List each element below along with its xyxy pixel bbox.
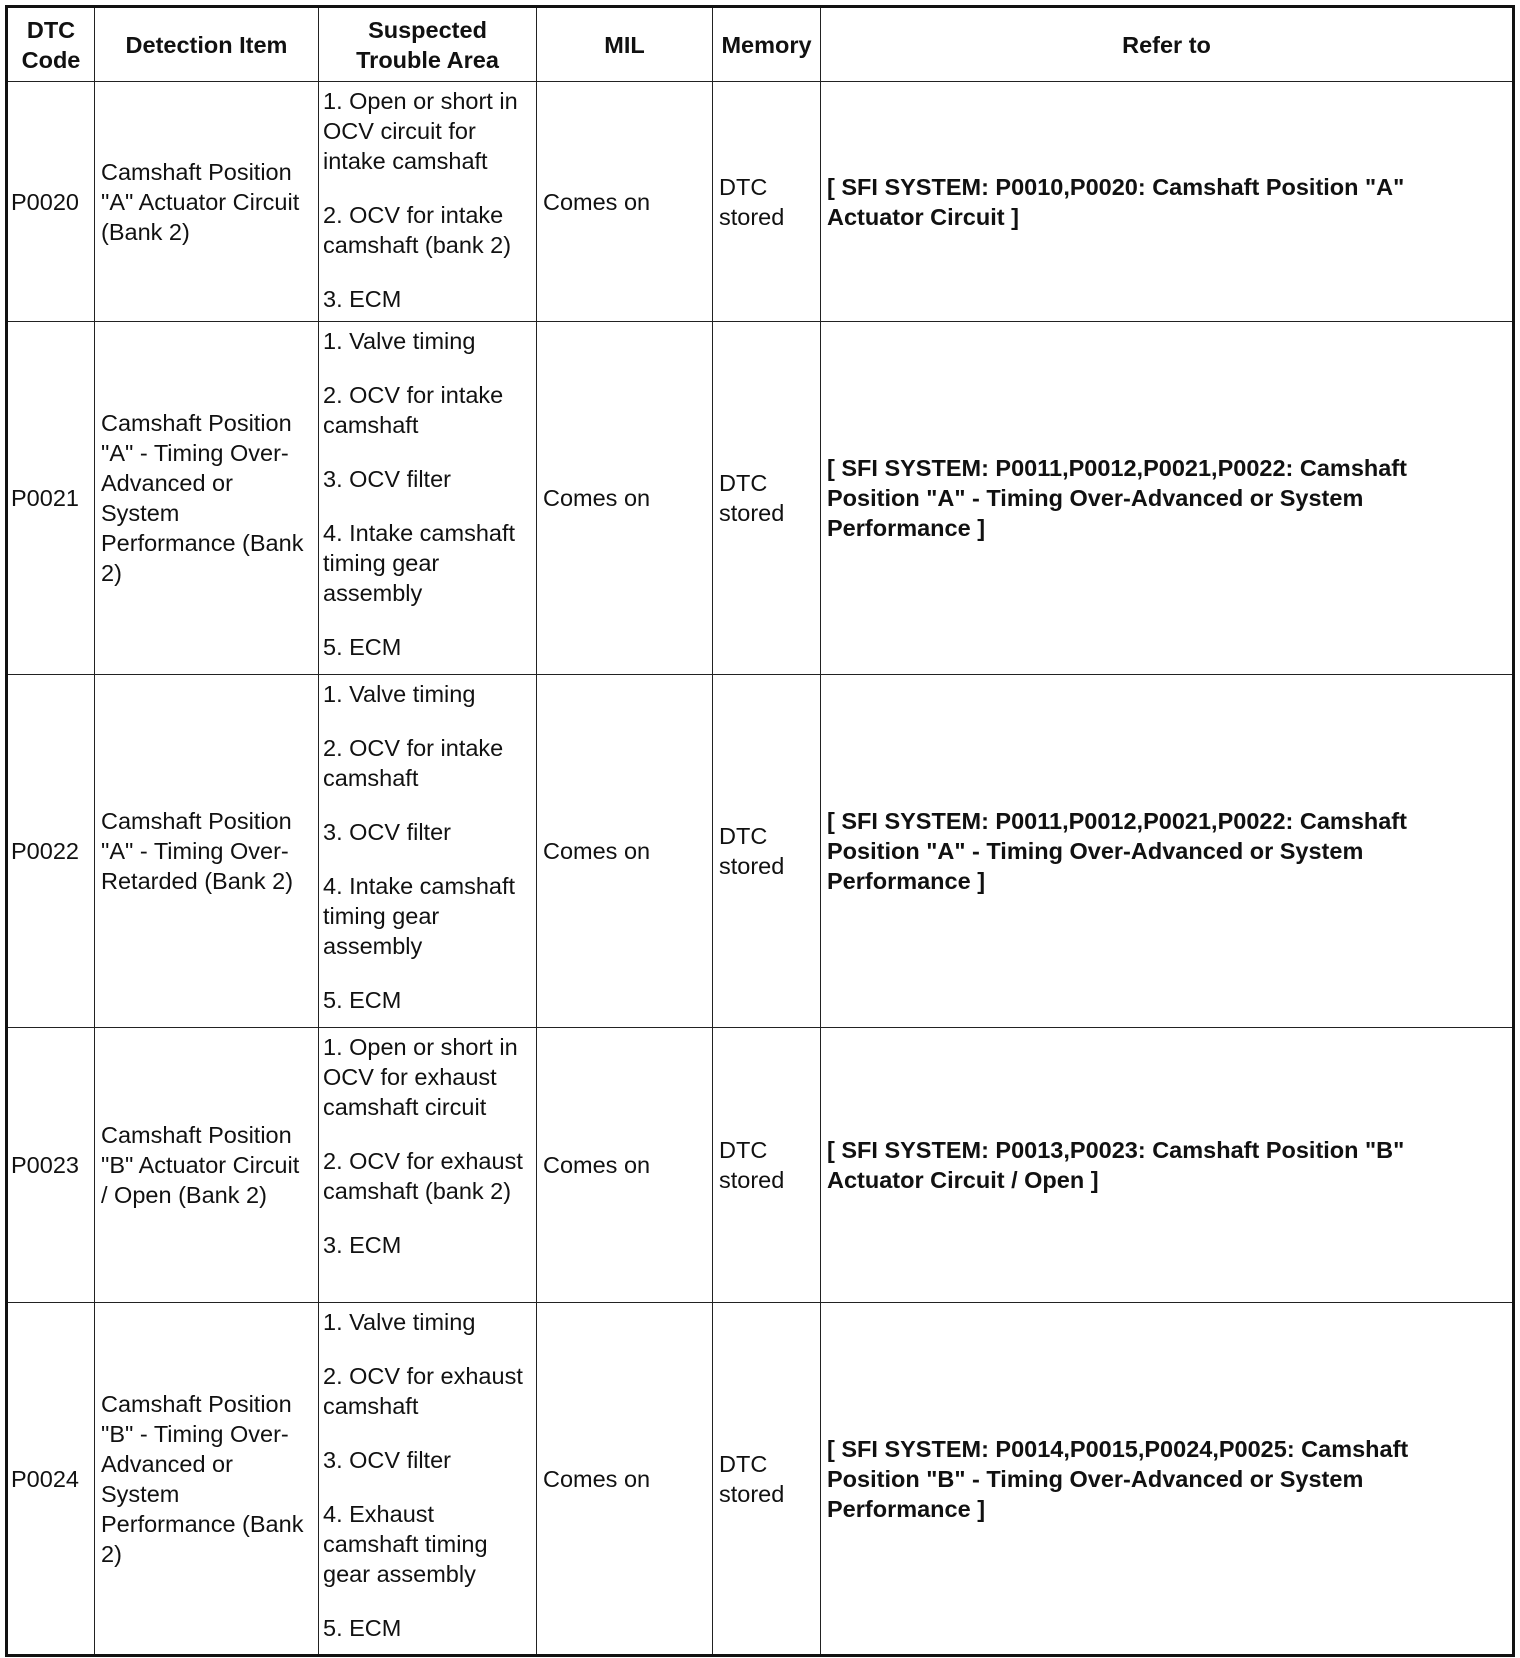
detection-item-cell: Camshaft Position "A" - Timing Over-Advanced or System Performance (Bank 2) <box>95 322 319 675</box>
suspected-trouble-area-cell <box>319 1303 537 1656</box>
mil-cell: Comes on <box>537 675 713 1028</box>
detection-item-cell: Camshaft Position "B" - Timing Over-Advanced or System Performance (Bank 2) <box>95 1303 319 1656</box>
mil-cell: Comes on <box>537 1303 713 1656</box>
mil-cell: Comes on <box>537 82 713 322</box>
mil-cell: Comes on <box>537 322 713 675</box>
memory-cell: DTC stored <box>713 1028 821 1303</box>
header-refer-to-label: Refer to <box>1122 31 1211 58</box>
trouble-area-item: 2. OCV for intake camshaft <box>323 382 504 438</box>
table-header <box>7 7 1514 82</box>
refer-to-cell <box>821 82 1514 322</box>
dtc-code-cell: P0023 <box>7 1028 95 1303</box>
memory-cell: DTC stored <box>713 322 821 675</box>
memory-cell: DTC stored <box>713 1303 821 1656</box>
trouble-area-item: 1. Open or short in OCV for exhaust camshaft circuit <box>323 1034 518 1120</box>
refer-to-cell <box>821 1303 1514 1656</box>
trouble-area-item: 2. OCV for intake camshaft (bank 2) <box>323 202 512 258</box>
header-suspected-trouble-area <box>319 7 537 82</box>
refer-to-link[interactable]: [ SFI SYSTEM: P0010,P0020: Camshaft Position "A" Actuator Circuit ] <box>827 173 1405 230</box>
suspected-trouble-area-cell <box>319 322 537 675</box>
mil-cell: Comes on <box>537 1028 713 1303</box>
refer-to-cell <box>821 675 1514 1028</box>
header-dtc-code-label: DTC Code <box>21 16 81 73</box>
header-detection-item <box>95 7 319 82</box>
dtc-code-cell: P0022 <box>7 675 95 1028</box>
header-refer-to <box>821 7 1514 82</box>
detection-item-cell: Camshaft Position "B" Actuator Circuit / Open (Bank 2) <box>95 1028 319 1303</box>
dtc-code-cell: P0021 <box>7 322 95 675</box>
trouble-area-item: 5. ECM <box>323 1615 402 1641</box>
detection-item-cell: Camshaft Position "A" Actuator Circuit (Bank 2) <box>95 82 319 322</box>
dtc-table <box>5 5 1515 1657</box>
trouble-area-item: 2. OCV for exhaust camshaft (bank 2) <box>323 1148 523 1204</box>
refer-to-link[interactable]: [ SFI SYSTEM: P0011,P0012,P0021,P0022: Camshaft Position "A" - Timing Over-Advanced or System Performance ] <box>827 808 1407 894</box>
table-row <box>7 1028 1514 1303</box>
table-row <box>7 322 1514 675</box>
dtc-code-cell: P0024 <box>7 1303 95 1656</box>
suspected-trouble-area-cell <box>319 82 537 322</box>
header-row <box>7 7 1514 82</box>
header-dtc-code <box>7 7 95 82</box>
trouble-area-item: 4. Exhaust camshaft timing gear assembly <box>323 1501 488 1587</box>
header-memory-label: Memory <box>721 31 812 58</box>
table-row <box>7 675 1514 1028</box>
detection-item-cell: Camshaft Position "A" - Timing Over-Retarded (Bank 2) <box>95 675 319 1028</box>
trouble-area-item: 1. Valve timing <box>323 681 476 707</box>
trouble-area-item: 5. ECM <box>323 634 402 660</box>
refer-to-link[interactable]: [ SFI SYSTEM: P0011,P0012,P0021,P0022: Camshaft Position "A" - Timing Over-Advanced or System Performance ] <box>827 455 1407 541</box>
header-suspected-trouble-area-label: Suspected Trouble Area <box>356 16 499 73</box>
table-body <box>7 82 1514 1656</box>
trouble-area-item: 3. OCV filter <box>323 1447 451 1473</box>
trouble-area-item: 3. ECM <box>323 1232 402 1258</box>
trouble-area-item: 2. OCV for intake camshaft <box>323 735 504 791</box>
refer-to-link[interactable]: [ SFI SYSTEM: P0014,P0015,P0024,P0025: Camshaft Position "B" - Timing Over-Advanced or System Performance ] <box>827 1435 1409 1522</box>
refer-to-cell <box>821 1028 1514 1303</box>
trouble-area-item: 5. ECM <box>323 987 402 1013</box>
table-row <box>7 82 1514 322</box>
trouble-area-item: 1. Open or short in OCV circuit for intake camshaft <box>323 88 518 174</box>
trouble-area-item: 2. OCV for exhaust camshaft <box>323 1363 523 1419</box>
header-mil-label: MIL <box>604 31 645 58</box>
memory-cell: DTC stored <box>713 675 821 1028</box>
memory-cell: DTC stored <box>713 82 821 322</box>
refer-to-link[interactable]: [ SFI SYSTEM: P0013,P0023: Camshaft Position "B" Actuator Circuit / Open ] <box>827 1137 1405 1193</box>
trouble-area-item: 1. Valve timing <box>323 1309 476 1335</box>
suspected-trouble-area-cell <box>319 675 537 1028</box>
header-mil <box>537 7 713 82</box>
trouble-area-item: 4. Intake camshaft timing gear assembly <box>323 520 516 606</box>
table-row <box>7 1303 1514 1656</box>
trouble-area-item: 1. Valve timing <box>323 328 476 354</box>
dtc-code-cell: P0020 <box>7 82 95 322</box>
trouble-area-item: 3. OCV filter <box>323 466 451 492</box>
trouble-area-item: 4. Intake camshaft timing gear assembly <box>323 873 516 959</box>
header-memory <box>713 7 821 82</box>
trouble-area-item: 3. OCV filter <box>323 819 451 845</box>
trouble-area-item: 3. ECM <box>323 286 402 312</box>
refer-to-cell <box>821 322 1514 675</box>
suspected-trouble-area-cell <box>319 1028 537 1303</box>
header-detection-item-label: Detection Item <box>125 31 288 58</box>
